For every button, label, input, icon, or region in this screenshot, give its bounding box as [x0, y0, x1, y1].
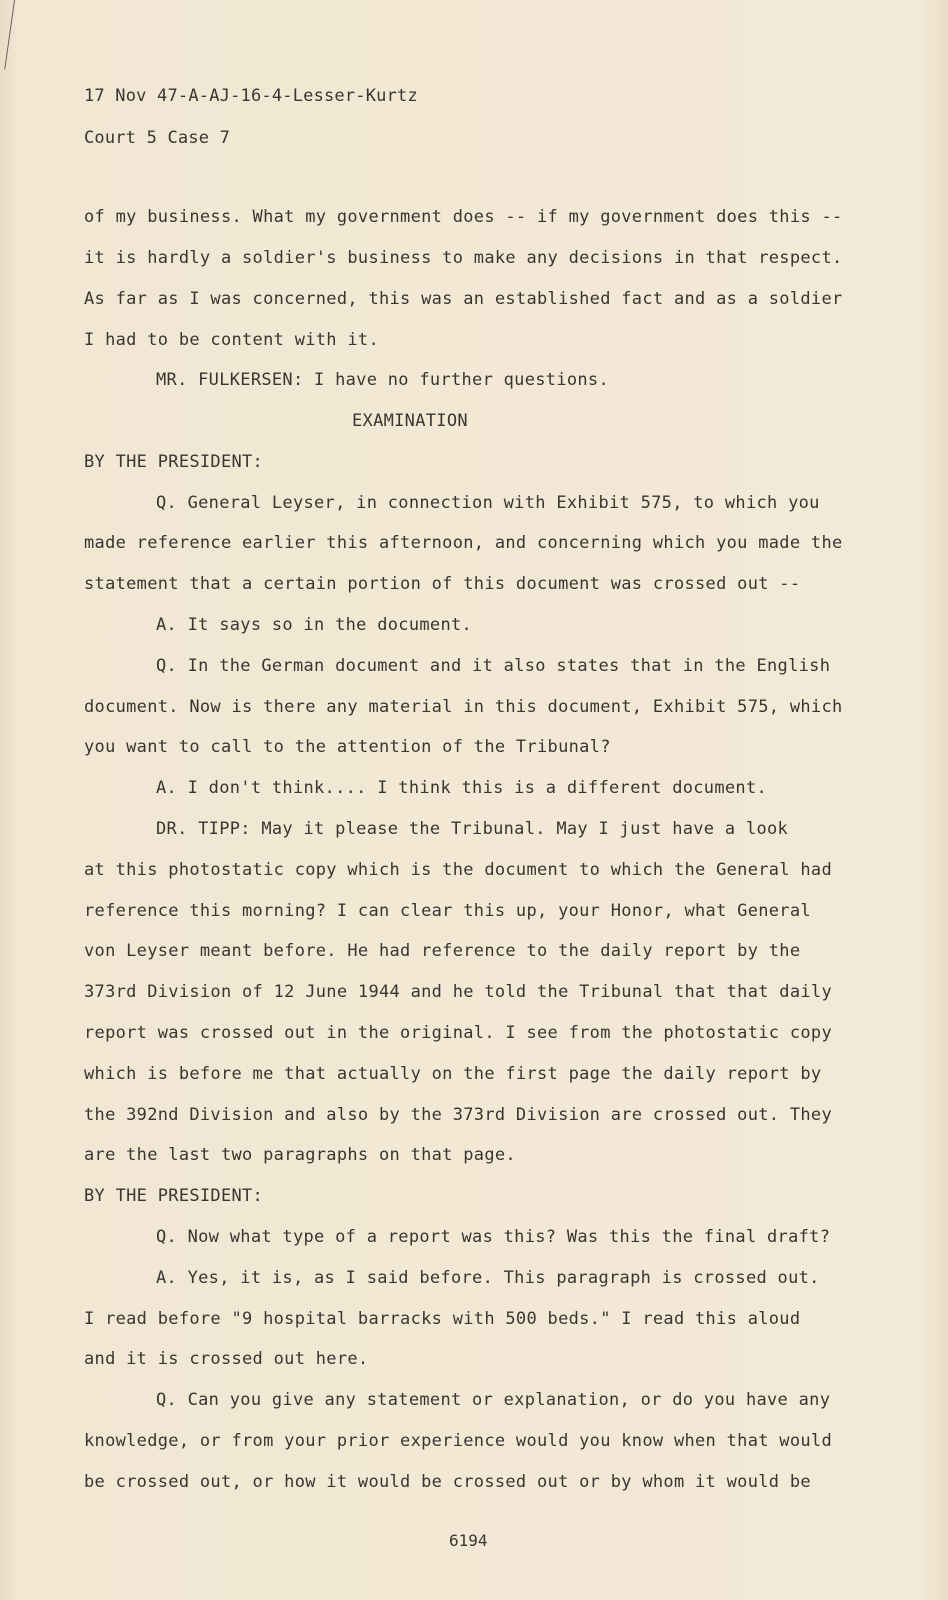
text-line: statement that a certain portion of this document was crossed out --	[84, 574, 801, 594]
question-line: Q. Can you give any statement or explanation, or do you have any	[156, 1390, 831, 1410]
section-heading: EXAMINATION	[352, 411, 468, 431]
speaker-line: MR. FULKERSEN: I have no further questions.	[156, 370, 609, 390]
answer-line: A. It says so in the document.	[156, 615, 473, 635]
text-line: it is hardly a soldier's business to make any decisions in that respect.	[84, 248, 843, 268]
question-line: Q. General Leyser, in connection with Exhibit 575, to which you	[156, 493, 820, 513]
text-line: which is before me that actually on the first page the daily report by	[84, 1064, 822, 1084]
answer-line: A. Yes, it is, as I said before. This paragraph is crossed out.	[156, 1268, 820, 1288]
examiner-heading: BY THE PRESIDENT:	[84, 1186, 264, 1206]
question-line: Q. In the German document and it also states that in the English	[156, 656, 831, 676]
text-line: I had to be content with it.	[84, 330, 379, 350]
text-line: are the last two paragraphs on that page.	[84, 1145, 516, 1165]
transcript-id: 17 Nov 47-A-AJ-16-4-Lesser-Kurtz	[84, 86, 418, 106]
text-line: document. Now is there any material in this document, Exhibit 575, which	[84, 697, 843, 717]
page-number: 6194	[449, 1531, 488, 1550]
text-line: you want to call to the attention of the Tribunal?	[84, 737, 611, 757]
court-case: Court 5 Case 7	[84, 128, 231, 148]
text-line: 373rd Division of 12 June 1944 and he told the Tribunal that that daily	[84, 982, 832, 1002]
examiner-heading: BY THE PRESIDENT:	[84, 452, 264, 472]
text-line: As far as I was concerned, this was an established fact and as a soldier	[84, 289, 843, 309]
text-line: I read before "9 hospital barracks with 500 beds." I read this aloud	[84, 1309, 801, 1329]
speaker-line: DR. TIPP: May it please the Tribunal. May I just have a look	[156, 819, 789, 839]
text-line: reference this morning? I can clear this up, your Honor, what General	[84, 901, 811, 921]
margin-pencil-mark	[4, 0, 15, 69]
text-line: be crossed out, or how it would be crossed out or by whom it would be	[84, 1472, 811, 1492]
text-line: at this photostatic copy which is the document to which the General had	[84, 860, 832, 880]
answer-line: A. I don't think.... I think this is a different document.	[156, 778, 768, 798]
text-line: von Leyser meant before. He had reference to the daily report by the	[84, 941, 801, 961]
text-line: made reference earlier this afternoon, and concerning which you made the	[84, 533, 843, 553]
text-line: knowledge, or from your prior experience would you know when that would	[84, 1431, 832, 1451]
text-line: and it is crossed out here.	[84, 1349, 369, 1369]
text-line: of my business. What my government does -- if my government does this --	[84, 207, 843, 227]
text-line: report was crossed out in the original. I see from the photostatic copy	[84, 1023, 832, 1043]
text-line: the 392nd Division and also by the 373rd Division are crossed out. They	[84, 1105, 832, 1125]
question-line: Q. Now what type of a report was this? Was this the final draft?	[156, 1227, 831, 1247]
